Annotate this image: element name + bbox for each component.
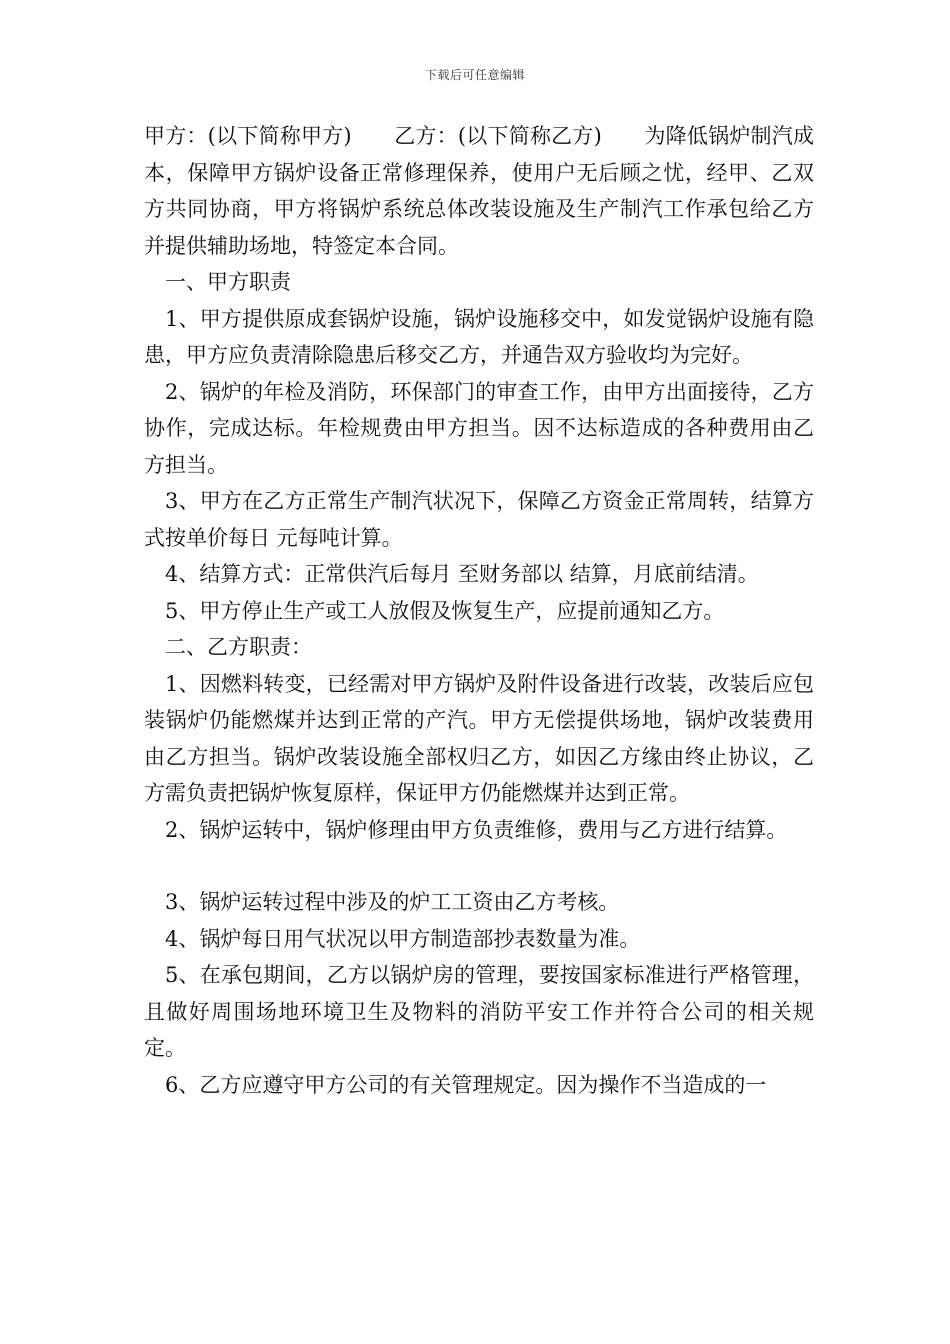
- document-body: [144, 118, 814, 1103]
- party-a-clause-4: 4、结算方式：正常供汽后每月 至财务部以 结算，月底前结清。: [165, 562, 759, 586]
- section-heading-party-b: 二、乙方职责：: [165, 635, 312, 659]
- party-a-clause-2: 2、锅炉的年检及消防，环保部门的审查工作，由甲方出面接待，乙方协作，完成达标。年检规费由甲方担当。因不达标造成的各种费用由乙方担当。: [144, 379, 814, 477]
- party-b-clause-2: 2、锅炉运转中，锅炉修理由甲方负责维修，费用与乙方进行结算。: [165, 817, 788, 842]
- section-heading-party-a: 一、甲方职责: [165, 270, 291, 294]
- party-b-clause-4: 4、锅炉每日用气状况以甲方制造部抄表数量为准。: [165, 926, 641, 951]
- party-a-clause-5: 5、甲方停止生产或工人放假及恢复生产，应提前通知乙方。: [165, 598, 725, 623]
- party-a-clause-1: 1、甲方提供原成套锅炉设施，锅炉设施移交中，如发觉锅炉设施有隐患，甲方应负责清除隐患后移交乙方，并通告双方验收均为完好。: [144, 306, 814, 367]
- party-b-clause-3: 3、锅炉运转过程中涉及的炉工工资由乙方考核。: [165, 890, 620, 914]
- page-header-note: 下载后可任意编辑: [424, 68, 525, 82]
- party-b-clause-1: 1、因燃料转变，已经需对甲方锅炉及附件设备进行改装，改装后应包装锅炉仍能燃煤并达到正常的产汽。甲方无偿提供场地，锅炉改装费用由乙方担当。锅炉改装设施全部权归乙方，如因乙方缘由终止协议，乙方需负责把锅炉恢复原样，保证甲方仍能燃煤并达到正常。: [144, 671, 814, 805]
- blank-line: [144, 848, 814, 884]
- party-b-clause-5: 5、在承包期间，乙方以锅炉房的管理，要按国家标准进行严格管理，且做好周围场地环境卫生及物料的消防平安工作并符合公司的相关规定。: [144, 963, 814, 1060]
- intro-paragraph: 甲方：(以下简称甲方) 乙方：(以下简称乙方) 为降低锅炉制汽成本，保障甲方锅炉设备正常修理保养，使用户无后顾之忧，经甲、乙双方共同协商，甲方将锅炉系统总体改装设施及生产制汽工作承包给乙方并提供辅助场地，特签定本合同。: [144, 124, 814, 258]
- party-b-clause-6: 6、乙方应遵守甲方公司的有关管理规定。因为操作不当造成的一: [165, 1072, 767, 1097]
- party-a-clause-3: 3、甲方在乙方正常生产制汽状况下，保障乙方资金正常周转，结算方式按单价每日 元每吨计算。: [144, 489, 814, 550]
